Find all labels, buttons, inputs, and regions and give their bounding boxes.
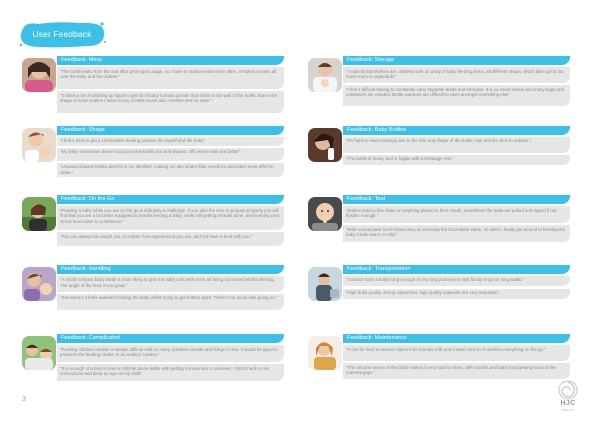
feedback-heading: Feedback: Maintenance	[343, 334, 570, 343]
feedback-quote: "My baby sometimes doesn't accept some bottle and teat shapes. Off centre teats are better"	[57, 148, 284, 161]
page-number: 3	[22, 396, 26, 403]
user-photo	[22, 197, 56, 231]
feedback-heading: Feedback: Storage	[343, 56, 570, 65]
page-title-badge	[18, 21, 106, 49]
feedback-quote: "Feeding children outside is always difficult with so many activities outside and things to see. It would be good to preserve the feeding routine in an outdoor context."	[57, 345, 284, 362]
swirl-logo-icon	[553, 380, 583, 400]
feedback-quote: "The bottle leaks from the teat after prolonged usage, so I have to replace teats more often. It makes a mess all over the baby and his clothes."	[57, 67, 284, 89]
feedback-quote: "You can always be caught out, no matter how experienced you are, and not have a feed with you."	[57, 232, 284, 246]
feedback-quote: "A small compact baby bottle is more likely to give the baby colic with more air being consumed whilst drinking. The angle of the feed is too great."	[57, 276, 284, 292]
feedback-card-complicated	[22, 334, 294, 396]
feedback-card-maintenance	[308, 334, 580, 396]
user-photo	[22, 128, 56, 162]
feedback-heading: Feedback: On the Go	[57, 195, 284, 204]
feedback-card-storage	[308, 56, 580, 118]
user-photo	[308, 58, 342, 92]
logo-tagline: DESIGN	[561, 408, 575, 412]
feedback-column-left	[22, 56, 294, 404]
feedback-quote: "Feeding a baby while you are on the go is definitely a challenge. If you take the time to prepare properly you will find that you are a lot better equipped to handle feeding a baby, while still getting errands done, and keeping your stress level down to a minimum."	[57, 206, 284, 230]
feedback-heading: Feedback: Mess	[57, 56, 284, 65]
feedback-card-baby-bottles	[308, 126, 580, 188]
user-photo	[22, 267, 56, 301]
feedback-quote: "It can be hard to remove stains from formula milk and it takes time to re sterilise everything on the go."	[343, 345, 570, 361]
feedback-card-on-the-go	[22, 195, 294, 257]
feedback-heading: Feedback: Baby Bottles	[343, 126, 570, 135]
feedback-card-teat	[308, 195, 580, 257]
feedback-heading: Feedback: Teat	[343, 195, 570, 204]
feedback-heading: Feedback: Shape	[57, 126, 284, 135]
feedback-quote: "It takes a lot of washing up liquid to get rid of baby formula protein that sticks to the wall of the bottle, due to the shape of some bottles I have to buy a bottle brush also. Another item to store."	[57, 91, 284, 113]
feedback-quote: "I cannot store a bottle long enough on my long journeys to visit family or go on long walks."	[343, 276, 570, 286]
hjc-logo	[553, 380, 583, 414]
feedback-quote: "The silicone sleeve of the bottle makes it very hard to clean, with crumbs and baby food getting stuck in the material gaps."	[343, 363, 570, 379]
feedback-card-shape	[22, 126, 294, 188]
feedback-heading: Feedback: Transportation	[343, 265, 570, 274]
feedback-heading: Feedback: Handling	[57, 265, 284, 274]
feedback-quote: "Babies tend to bite down on anything placed in their mouth, sometimes the teats are pulled and ripped if not flexible enough."	[343, 206, 570, 223]
feedback-quote: "I noticed that shelves are cluttered with an array of baby feeding items, all different shape, which take up far too much room in cupboards."	[343, 67, 570, 83]
logo-name: HJC	[560, 400, 576, 407]
feedback-quote: "Sometimes it feels awkward holding the baby whilst trying to get bottles apart. There's too much else going on."	[57, 294, 284, 310]
feedback-quote: "Unusual shaped bottles don't fit in my steriliser, making my day longer than needs be and takes more effort to clean."	[57, 163, 284, 177]
feedback-card-transportation	[308, 265, 580, 327]
feedback-quote: "The bottle is heavy and is fragile with a breakage risk."	[343, 155, 570, 165]
feedback-quote: "It's hard to read markings due to the size and shape of the bottle, hair and lint stick to outside."	[343, 137, 570, 153]
feedback-quote: "I find it difficult having to constantly carry separate feeds and formulas. It is so much hassle and many bags and containers are needed. Bottle warmers are difficult to carry amongst everything else"	[343, 85, 570, 106]
feedback-quote: "I find it hard to get a comfortable feeding position for myself and the baby"	[57, 137, 284, 146]
feedback-card-handling	[22, 265, 294, 327]
user-photo	[308, 336, 342, 370]
user-photo	[22, 336, 56, 370]
feedback-heading: Feedback: Complicated	[57, 334, 284, 343]
user-photo	[22, 58, 56, 92]
feedback-quote: "High build quality, strong robust feel, high quality materials are very important."	[343, 289, 570, 299]
page-title: User Feedback	[32, 29, 92, 39]
feedback-quote: "It is enough of a task to feed a child let alone battle with getting formula into a container, I find it hard to mix concoctions and keep an eye on my child"	[57, 364, 284, 381]
feedback-quote: "With normal pack lunch boxes they do not keep the food within warm, so when I finally get around to feeding the baby it luke warm or cold."	[343, 225, 570, 242]
user-photo	[308, 128, 342, 162]
feedback-card-mess	[22, 56, 294, 118]
user-photo	[308, 267, 342, 301]
user-photo	[308, 197, 342, 231]
feedback-column-right	[308, 56, 580, 404]
